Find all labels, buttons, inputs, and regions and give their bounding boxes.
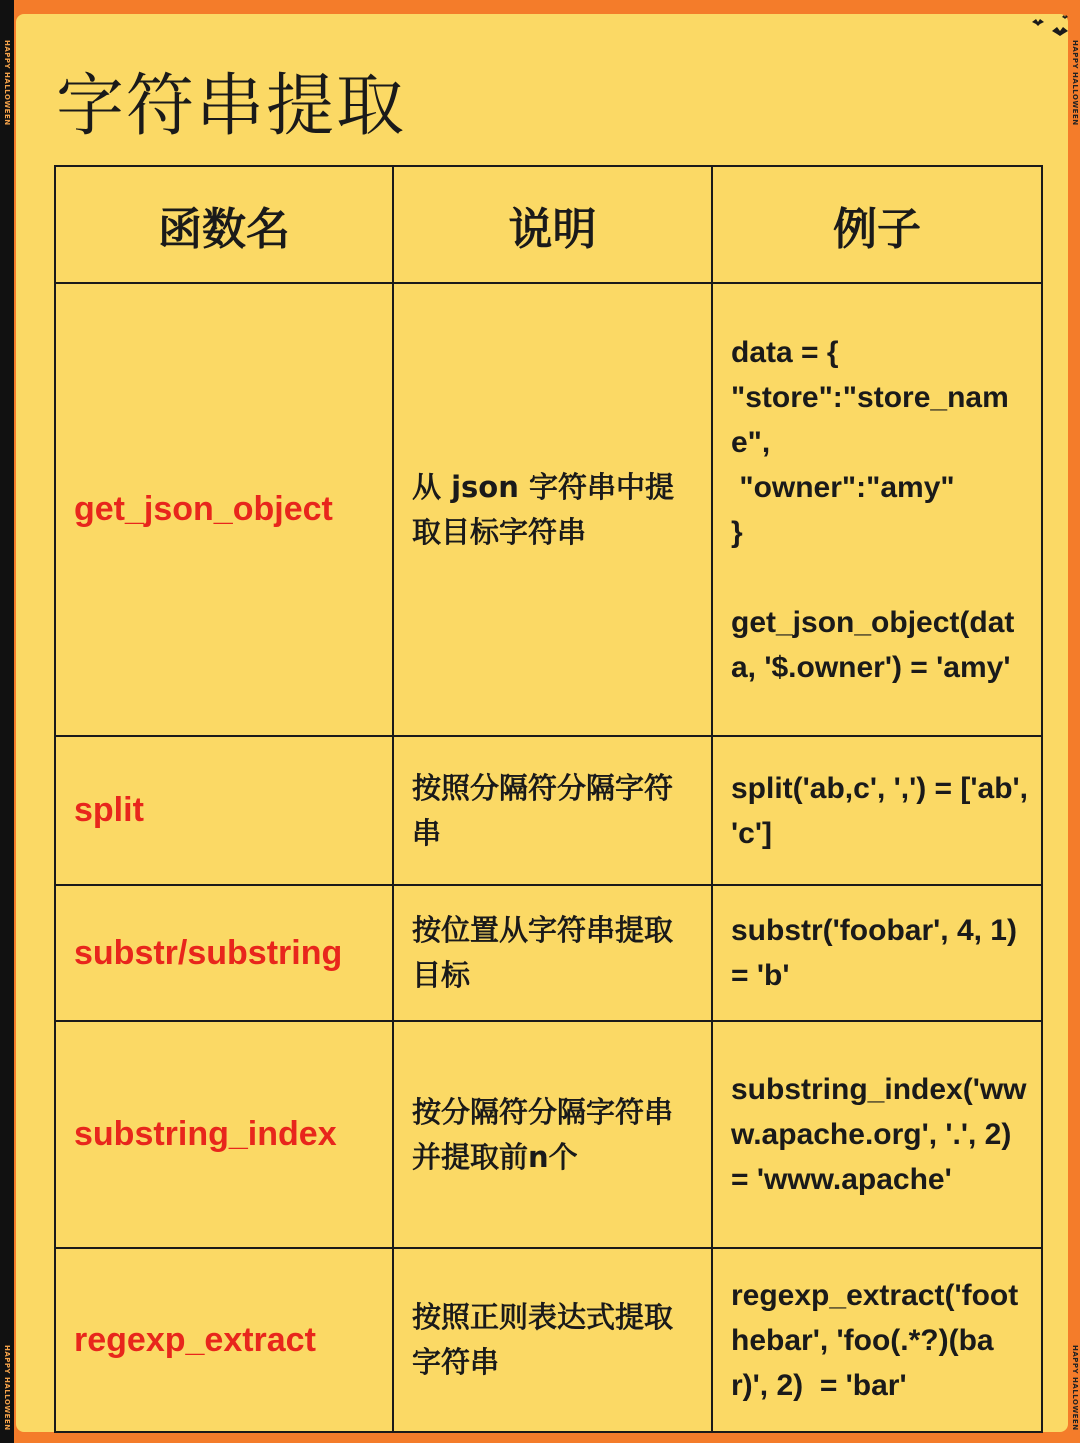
description-cell: 从 json 字符串中提取目标字符串: [393, 283, 712, 736]
example-cell: substr('foobar', 4, 1) = 'b': [712, 885, 1042, 1021]
table-row: [55, 283, 1042, 736]
function-name-cell: regexp_extract: [55, 1248, 393, 1432]
header-example: 例子: [712, 166, 1042, 283]
function-name-cell: get_json_object: [55, 283, 393, 736]
header-function-name: 函数名: [55, 166, 393, 283]
description-cell: 按位置从字符串提取目标: [393, 885, 712, 1021]
description-cell: 按分隔符分隔字符串并提取前n个: [393, 1021, 712, 1248]
example-cell: split('ab,c', ',') = ['ab', 'c']: [712, 736, 1042, 885]
table-row: [55, 736, 1042, 885]
header-description: 说明: [393, 166, 712, 283]
table-row: [55, 1248, 1042, 1432]
description-cell: 按照正则表达式提取字符串: [393, 1248, 712, 1432]
function-name-cell: split: [55, 736, 393, 885]
page-title: 字符串提取: [56, 67, 407, 146]
example-cell: substring_index('www.apache.org', '.', 2) = 'www.apache': [712, 1021, 1042, 1248]
side-caption-left-bottom: HAPPY HALLOWEEN: [3, 1345, 11, 1431]
table-row: [55, 885, 1042, 1021]
example-cell: regexp_extract('foothebar', 'foo(.*?)(bar)', 2) = 'bar': [712, 1248, 1042, 1432]
side-caption-right-top: HAPPY HALLOWEEN: [1071, 40, 1079, 126]
function-name-cell: substring_index: [55, 1021, 393, 1248]
functions-table: [54, 165, 1043, 1433]
table-header-row: [55, 166, 1042, 283]
function-name-cell: substr/substring: [55, 885, 393, 1021]
side-caption-right-bottom: HAPPY HALLOWEEN: [1071, 1345, 1079, 1431]
side-caption-left-top: HAPPY HALLOWEEN: [3, 40, 11, 126]
table-row: [55, 1021, 1042, 1248]
bats-icon: [1026, 14, 1074, 44]
description-cell: 按照分隔符分隔字符串: [393, 736, 712, 885]
left-border-strip: [0, 0, 14, 1443]
example-cell: data = { "store":"store_name", "owner":"amy" } get_json_object(data, '$.owner') = 'amy': [712, 283, 1042, 736]
